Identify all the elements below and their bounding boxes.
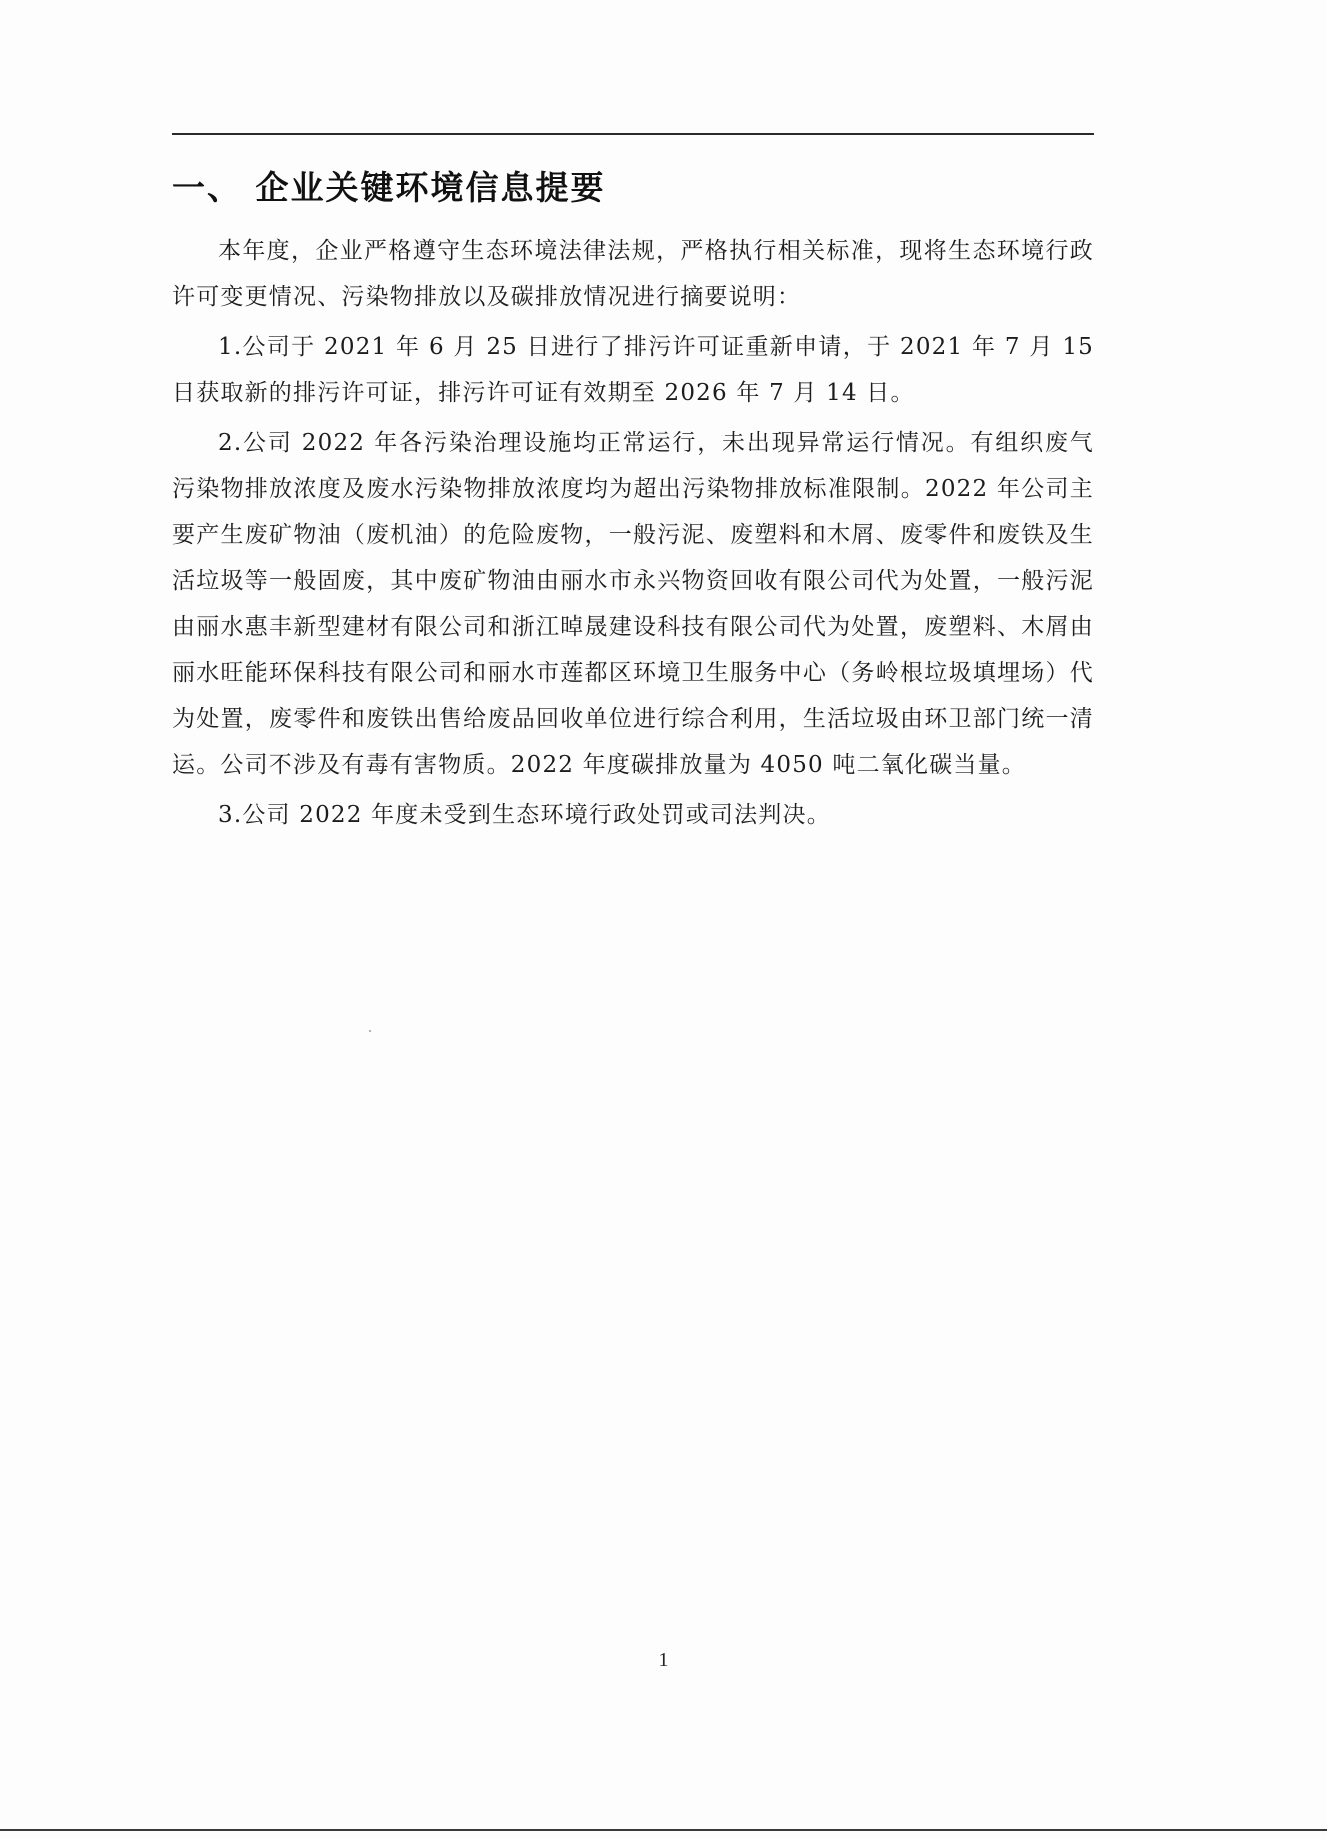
page-number: 1 (658, 1649, 669, 1671)
item-2-paragraph: 2.公司 2022 年各污染治理设施均正常运行，未出现异常运行情况。有组织废气污染物排放浓度及废水污染物排放浓度均为超出污染物排放标准限制。2022 年公司主要产生废矿物油（废机油）的危险废物，一般污泥、废塑料和木屑、废零件和废铁及生活垃圾等一般固废，其中废矿物油由丽水市永兴物资回收有限公司代为处置，一般污泥由丽水惠丰新型建材有限公司和浙江晫晟建设科技有限公司代为处置，废塑料、木屑由丽水旺能环保科技有限公司和丽水市莲都区环境卫生服务中心（务岭根垃圾填埋场）代为处置，废零件和废铁出售给废品回收单位进行综合利用，生活垃圾由环卫部门统一清运。公司不涉及有毒有害物质。2022 年度碳排放量为 4050 吨二氧化碳当量。 (172, 430, 1094, 778)
scan-speck (369, 1030, 371, 1032)
section-title: 一、 企业关键环境信息提要 (172, 168, 606, 207)
header-rule (172, 133, 1094, 135)
item-1-paragraph: 1.公司于 2021 年 6 月 25 日进行了排污许可证重新申请，于 2021 年 7 月 15 日获取新的排污许可证，排污许可证有效期至 2026 年 7 月 14 日。 (172, 334, 1094, 406)
scan-bottom-edge (0, 1829, 1327, 1831)
intro-paragraph: 本年度，企业严格遵守生态环境法律法规，严格执行相关标准，现将生态环境行政许可变更情况、污染物排放以及碳排放情况进行摘要说明： (172, 238, 1094, 310)
item-3-paragraph: 3.公司 2022 年度未受到生态环境行政处罚或司法判决。 (218, 802, 831, 828)
body-text (172, 228, 1094, 842)
